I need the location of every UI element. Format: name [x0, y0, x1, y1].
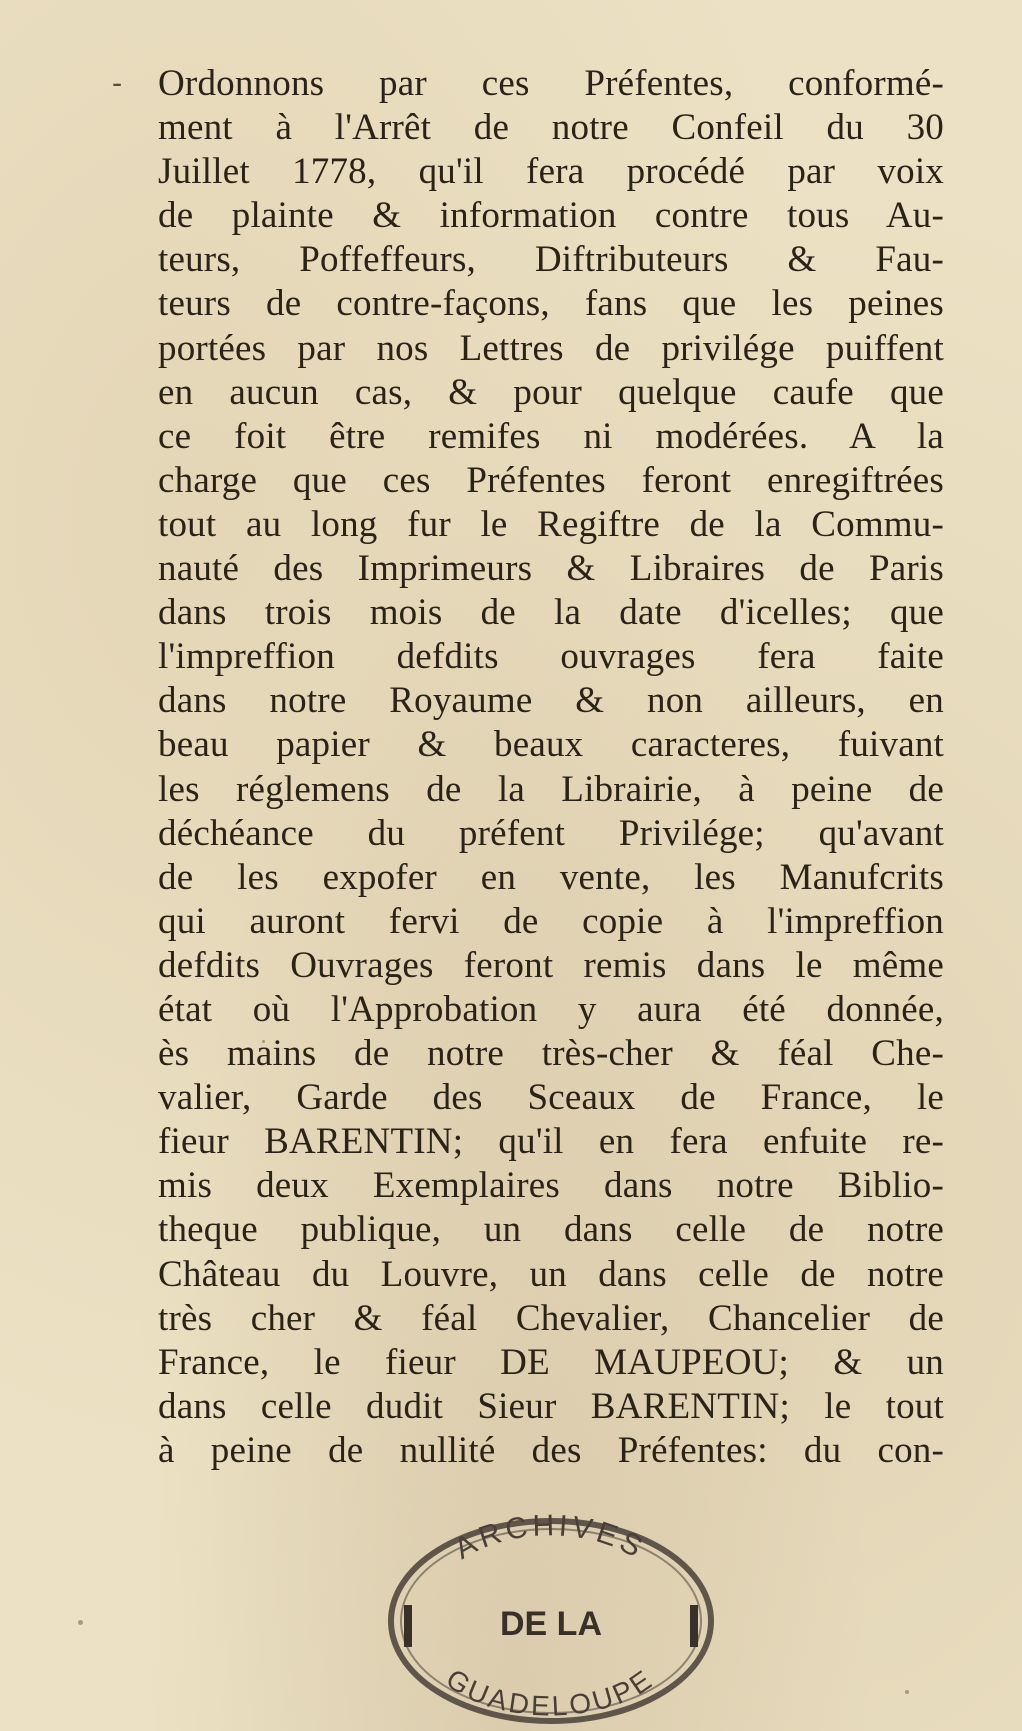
text-line: l'impreffion defdits ouvrages fera faite [158, 636, 944, 678]
text-line: Ordonnons par ces Préfentes, conformé- [158, 63, 944, 104]
text-line: mis deux Exemplaires dans notre Biblio- [158, 1165, 944, 1207]
text-line: dans celle dudit Sieur BARENTIN; le tout [158, 1385, 944, 1427]
text-line: en aucun cas, & pour quelque caufe que [158, 371, 944, 413]
archives-stamp [370, 1505, 732, 1731]
text-line: Château du Louvre, un dans celle de notre [158, 1253, 944, 1295]
text-line: les réglemens de la Librairie, à peine de [158, 768, 944, 810]
paper-speck [905, 1690, 909, 1694]
paper-speck [262, 1040, 265, 1043]
body-text [158, 62, 944, 1473]
text-line: de plainte & information contre tous Au- [158, 195, 944, 237]
paper-speck [78, 1620, 83, 1625]
text-line: theque publique, un dans celle de notre [158, 1209, 944, 1251]
stamp-bottom-text: GUADELOUPE [440, 1662, 660, 1722]
text-line: ce foit être remifes ni modérées. A la [158, 415, 944, 457]
text-line: nauté des Imprimeurs & Libraires de Paris [158, 548, 944, 590]
text-line: beau papier & beaux caracteres, fuivant [158, 724, 944, 766]
text-line: de les expofer en vente, les Manufcrits [158, 856, 944, 898]
text-line: qui auront fervi de copie à l'impreffion [158, 900, 944, 942]
stamp-top-text: ARCHIVES [448, 1509, 652, 1566]
text-line: très cher & féal Chevalier, Chancelier de [158, 1297, 944, 1339]
text-line: déchéance du préfent Privilége; qu'avant [158, 812, 944, 854]
text-line: charge que ces Préfentes feront enregiftrées [158, 459, 944, 501]
text-line: Juillet 1778, qu'il fera procédé par voix [158, 151, 944, 193]
text-line: dans trois mois de la date d'icelles; que [158, 592, 944, 634]
stamp-seal-icon [370, 1505, 732, 1731]
margin-mark: - [112, 66, 123, 101]
text-line: portées par nos Lettres de privilége puiffent [158, 327, 944, 369]
text-line: ment à l'Arrêt de notre Confeil du 30 [158, 107, 944, 149]
text-line: teurs de contre-façons, fans que les peines [158, 283, 944, 325]
text-line: tout au long fur le Regiftre de la Commu- [158, 503, 944, 545]
text-line: fieur BARENTIN; qu'il en fera enfuite re- [158, 1121, 944, 1163]
text-line: ès mains de notre très-cher & féal Che- [158, 1033, 944, 1075]
text-line: valier, Garde des Sceaux de France, le [158, 1077, 944, 1119]
stamp-middle-text: DE LA [500, 1605, 602, 1643]
text-line: defdits Ouvrages feront remis dans le même [158, 944, 944, 986]
text-line: dans notre Royaume & non ailleurs, en [158, 680, 944, 722]
text-line: état où l'Approbation y aura été donnée, [158, 988, 944, 1030]
text-line: France, le fieur DE MAUPEOU; & un [158, 1341, 944, 1383]
text-line: teurs, Poffeffeurs, Diftributeurs & Fau- [158, 239, 944, 281]
text-line: à peine de nullité des Préfentes: du con- [158, 1429, 944, 1471]
